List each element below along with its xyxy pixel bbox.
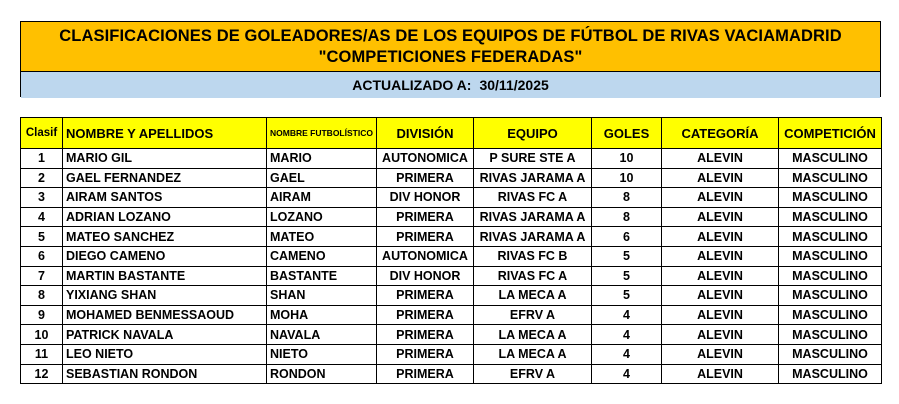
table-row [21, 207, 882, 227]
cell-division: PRIMERA [377, 168, 474, 188]
cell-rank: 9 [21, 305, 63, 325]
cell-rank: 12 [21, 364, 63, 384]
cell-division: DIV HONOR [377, 188, 474, 208]
cell-competition: MASCULINO [779, 207, 882, 227]
cell-goals: 4 [592, 305, 662, 325]
cell-category: ALEVIN [662, 149, 779, 169]
cell-name: ADRIAN LOZANO [63, 207, 267, 227]
cell-category: ALEVIN [662, 168, 779, 188]
cell-team: RIVAS FC B [474, 246, 592, 266]
cell-competition: MASCULINO [779, 168, 882, 188]
cell-competition: MASCULINO [779, 344, 882, 364]
cell-team: P SURE STE A [474, 149, 592, 169]
cell-goals: 4 [592, 364, 662, 384]
table-body [21, 149, 882, 384]
cell-team: RIVAS FC A [474, 266, 592, 286]
col-header-name: NOMBRE Y APELLIDOS [63, 118, 267, 149]
cell-team: LA MECA A [474, 286, 592, 306]
cell-team: LA MECA A [474, 344, 592, 364]
cell-division: PRIMERA [377, 364, 474, 384]
cell-division: PRIMERA [377, 305, 474, 325]
cell-division: PRIMERA [377, 286, 474, 306]
title-band [21, 22, 880, 72]
cell-name: DIEGO CAMENO [63, 246, 267, 266]
cell-name: MATEO SANCHEZ [63, 227, 267, 247]
cell-team: EFRV A [474, 305, 592, 325]
cell-name: MOHAMED BENMESSAOUD [63, 305, 267, 325]
cell-team: RIVAS JARAMA A [474, 168, 592, 188]
cell-goals: 4 [592, 344, 662, 364]
cell-nickname: RONDON [267, 364, 377, 384]
col-header-category: CATEGORÍA [662, 118, 779, 149]
cell-division: AUTONOMICA [377, 246, 474, 266]
cell-competition: MASCULINO [779, 149, 882, 169]
cell-name: AIRAM SANTOS [63, 188, 267, 208]
table-row [21, 168, 882, 188]
cell-competition: MASCULINO [779, 286, 882, 306]
cell-name: YIXIANG SHAN [63, 286, 267, 306]
title-block [20, 21, 881, 97]
cell-name: GAEL FERNANDEZ [63, 168, 267, 188]
cell-name: MARIO GIL [63, 149, 267, 169]
cell-team: RIVAS JARAMA A [474, 227, 592, 247]
cell-division: AUTONOMICA [377, 149, 474, 169]
col-header-clasif: Clasif [21, 118, 63, 149]
cell-goals: 10 [592, 168, 662, 188]
table-row [21, 325, 882, 345]
cell-goals: 5 [592, 266, 662, 286]
cell-division: PRIMERA [377, 227, 474, 247]
cell-competition: MASCULINO [779, 364, 882, 384]
cell-rank: 2 [21, 168, 63, 188]
cell-nickname: NAVALA [267, 325, 377, 345]
cell-goals: 6 [592, 227, 662, 247]
table-row [21, 286, 882, 306]
cell-goals: 10 [592, 149, 662, 169]
table-row [21, 305, 882, 325]
cell-nickname: MOHA [267, 305, 377, 325]
table-header-row [21, 118, 882, 149]
cell-competition: MASCULINO [779, 246, 882, 266]
cell-division: PRIMERA [377, 325, 474, 345]
cell-goals: 4 [592, 325, 662, 345]
cell-competition: MASCULINO [779, 188, 882, 208]
cell-name: MARTIN BASTANTE [63, 266, 267, 286]
cell-competition: MASCULINO [779, 305, 882, 325]
cell-category: ALEVIN [662, 227, 779, 247]
cell-name: SEBASTIAN RONDON [63, 364, 267, 384]
cell-competition: MASCULINO [779, 227, 882, 247]
cell-rank: 8 [21, 286, 63, 306]
cell-team: EFRV A [474, 364, 592, 384]
cell-category: ALEVIN [662, 188, 779, 208]
table-row [21, 246, 882, 266]
cell-rank: 5 [21, 227, 63, 247]
table-row [21, 344, 882, 364]
updated-date: 30/11/2025 [479, 77, 549, 93]
cell-competition: MASCULINO [779, 325, 882, 345]
cell-nickname: AIRAM [267, 188, 377, 208]
cell-rank: 1 [21, 149, 63, 169]
cell-nickname: LOZANO [267, 207, 377, 227]
cell-name: LEO NIETO [63, 344, 267, 364]
cell-rank: 7 [21, 266, 63, 286]
scorers-table [20, 117, 882, 384]
cell-rank: 11 [21, 344, 63, 364]
col-header-goals: GOLES [592, 118, 662, 149]
table-row [21, 364, 882, 384]
col-header-team: EQUIPO [474, 118, 592, 149]
cell-rank: 10 [21, 325, 63, 345]
updated-label: ACTUALIZADO A: [352, 77, 472, 93]
cell-nickname: GAEL [267, 168, 377, 188]
table-row [21, 227, 882, 247]
col-header-division: DIVISIÓN [377, 118, 474, 149]
cell-category: ALEVIN [662, 325, 779, 345]
cell-team: RIVAS FC A [474, 188, 592, 208]
cell-rank: 6 [21, 246, 63, 266]
cell-division: PRIMERA [377, 207, 474, 227]
cell-nickname: NIETO [267, 344, 377, 364]
col-header-nickname: NOMBRE FUTBOLÍSTICO [267, 118, 377, 149]
cell-team: RIVAS JARAMA A [474, 207, 592, 227]
cell-nickname: MARIO [267, 149, 377, 169]
page-subtitle: "COMPETICIONES FEDERADAS" [318, 47, 583, 66]
cell-category: ALEVIN [662, 286, 779, 306]
cell-name: PATRICK NAVALA [63, 325, 267, 345]
cell-category: ALEVIN [662, 246, 779, 266]
cell-category: ALEVIN [662, 266, 779, 286]
cell-nickname: MATEO [267, 227, 377, 247]
cell-nickname: SHAN [267, 286, 377, 306]
cell-division: DIV HONOR [377, 266, 474, 286]
cell-nickname: BASTANTE [267, 266, 377, 286]
cell-rank: 4 [21, 207, 63, 227]
cell-goals: 5 [592, 286, 662, 306]
cell-goals: 8 [592, 188, 662, 208]
cell-competition: MASCULINO [779, 266, 882, 286]
table-row [21, 149, 882, 169]
cell-nickname: CAMENO [267, 246, 377, 266]
cell-team: LA MECA A [474, 325, 592, 345]
cell-rank: 3 [21, 188, 63, 208]
col-header-competition: COMPETICIÓN [779, 118, 882, 149]
page-title: CLASIFICACIONES DE GOLEADORES/AS DE LOS EQUIPOS DE FÚTBOL DE RIVAS VACIAMADRID [59, 26, 842, 45]
table-row [21, 188, 882, 208]
cell-category: ALEVIN [662, 207, 779, 227]
cell-goals: 8 [592, 207, 662, 227]
cell-category: ALEVIN [662, 364, 779, 384]
cell-division: PRIMERA [377, 344, 474, 364]
table-row [21, 266, 882, 286]
cell-category: ALEVIN [662, 305, 779, 325]
update-band [21, 72, 880, 98]
cell-category: ALEVIN [662, 344, 779, 364]
cell-goals: 5 [592, 246, 662, 266]
